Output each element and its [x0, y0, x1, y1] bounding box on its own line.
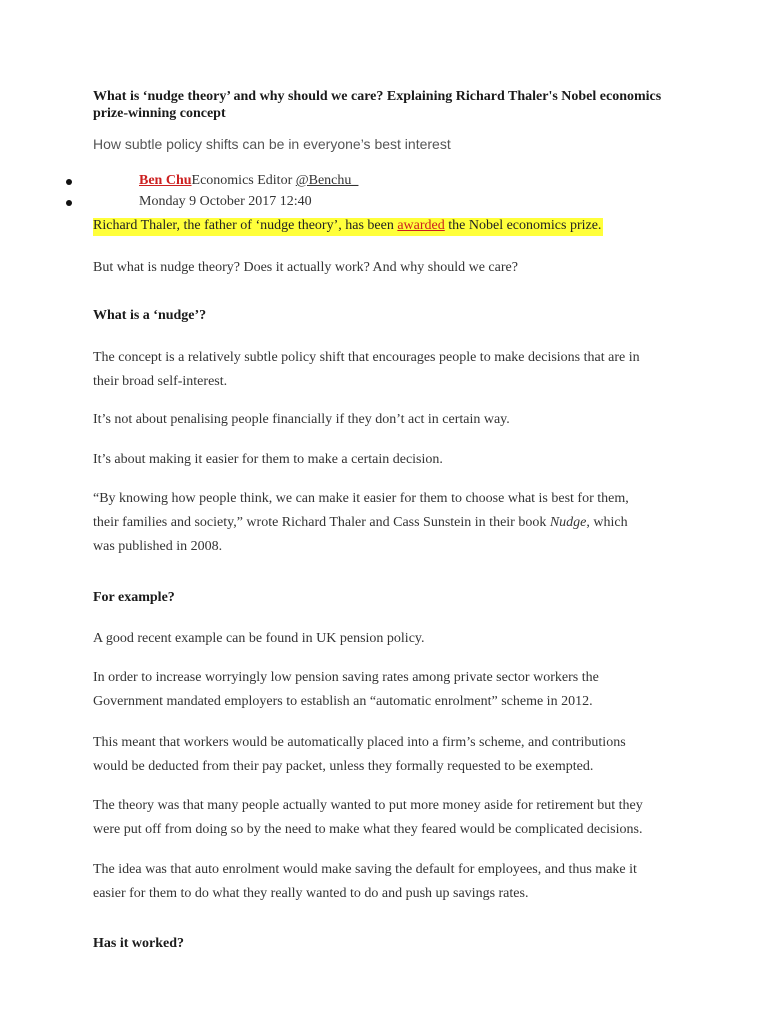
- paragraph-line: would be deducted from their pay packet, unless they formally requested to be exempted.: [93, 759, 594, 774]
- paragraph-line: [93, 511, 713, 535]
- paragraph: A good recent example can be found in UK pension policy.: [93, 631, 425, 646]
- paragraph: But what is nudge theory? Does it actually work? And why should we care?: [93, 260, 518, 275]
- article-title: What is ‘nudge theory’ and why should we care? Explaining Richard Thaler's Nobel economics prize-winning concept: [93, 89, 662, 121]
- byline-author-row: [139, 173, 358, 189]
- paragraph-line: easier for them to do what they really wanted to do and push up savings rates.: [93, 886, 529, 901]
- section-heading: What is a ‘nudge’?: [93, 308, 207, 323]
- paragraph-line: The theory was that many people actually wanted to put more money aside for retirement but they: [93, 798, 643, 813]
- paragraph: [93, 666, 713, 714]
- awarded-link[interactable]: awarded: [397, 218, 445, 233]
- paragraph: [93, 858, 713, 906]
- paragraph-line: their broad self-interest.: [93, 374, 228, 389]
- paragraph: [93, 731, 713, 779]
- bullet-icon: [66, 179, 72, 185]
- paragraph-line: The concept is a relatively subtle policy shift that encourages people to make decisions that are in: [93, 350, 640, 365]
- paragraph-line: The idea was that auto enrolment would make saving the default for employees, and thus make it: [93, 862, 637, 877]
- lead-text-before: Richard Thaler, the father of ‘nudge theory’, has been: [93, 218, 398, 233]
- twitter-handle-link[interactable]: @Benchu_: [295, 173, 359, 188]
- text-run: , which: [586, 515, 628, 530]
- section-heading: For example?: [93, 590, 175, 605]
- paragraph: It’s about making it easier for them to make a certain decision.: [93, 452, 443, 467]
- paragraph-line: Government mandated employers to establish an “automatic enrolment” scheme in 2012.: [93, 694, 593, 709]
- author-role: Economics Editor: [191, 173, 296, 188]
- paragraph-line: was published in 2008.: [93, 539, 223, 554]
- section-heading: Has it worked?: [93, 936, 184, 951]
- book-title: Nudge: [549, 515, 587, 530]
- paragraph: It’s not about penalising people financially if they don’t act in certain way.: [93, 412, 510, 427]
- lead-sentence: [93, 218, 603, 236]
- paragraph: [93, 794, 713, 842]
- lead-text-after: the Nobel economics prize.: [444, 218, 602, 233]
- bullet-icon: [66, 200, 72, 206]
- paragraph-line: “By knowing how people think, we can make it easier for them to choose what is best for them,: [93, 491, 629, 506]
- paragraph: [93, 346, 713, 394]
- publish-date: Monday 9 October 2017 12:40: [139, 194, 312, 209]
- paragraph-line: In order to increase worryingly low pension saving rates among private sector workers the: [93, 670, 599, 685]
- text-run: their families and society,” wrote Richard Thaler and Cass Sunstein in their book: [93, 515, 550, 530]
- author-link[interactable]: Ben Chu: [139, 173, 192, 188]
- paragraph-line: were put off from doing so by the need to make what they feared would be complicated decisions.: [93, 822, 643, 837]
- paragraph-line: This meant that workers would be automatically placed into a firm’s scheme, and contributions: [93, 735, 626, 750]
- quote-paragraph: [93, 487, 713, 559]
- article-subtitle: How subtle policy shifts can be in everyone’s best interest: [93, 136, 451, 152]
